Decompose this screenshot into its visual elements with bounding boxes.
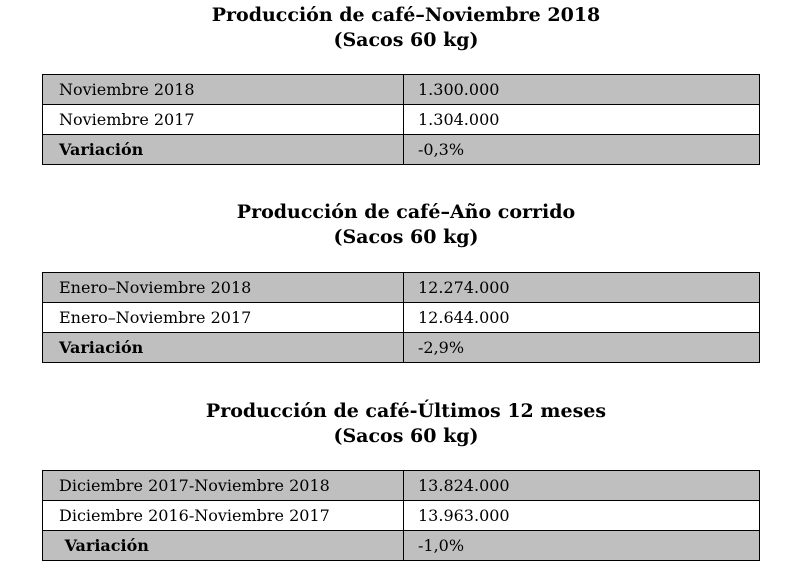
row-label: Diciembre 2017-Noviembre 2018 [43, 471, 404, 501]
section-title-line1: Producción de café–Noviembre 2018 [211, 4, 601, 26]
table-row-variation [43, 531, 760, 561]
section-title [0, 200, 796, 250]
section-title-line2: (Sacos 60 kg) [333, 425, 479, 447]
section-title-line2: (Sacos 60 kg) [333, 29, 479, 51]
row-value: 13.824.000 [404, 471, 760, 501]
table-row [43, 501, 760, 531]
section-noviembre [0, 0, 796, 175]
row-label: Enero–Noviembre 2018 [43, 273, 404, 303]
row-label: Noviembre 2017 [43, 105, 404, 135]
row-value: 13.963.000 [404, 501, 760, 531]
table-row [43, 303, 760, 333]
row-label: Diciembre 2016-Noviembre 2017 [43, 501, 404, 531]
row-value: 1.300.000 [404, 75, 760, 105]
production-table [42, 74, 760, 165]
table-row-variation [43, 135, 760, 165]
row-value: -1,0% [404, 531, 760, 561]
section-title-line2: (Sacos 60 kg) [333, 226, 479, 248]
row-label: Variación [43, 333, 404, 363]
table-row [43, 75, 760, 105]
row-label: Noviembre 2018 [43, 75, 404, 105]
row-label: Variación [43, 135, 404, 165]
section-title-line1: Producción de café-Últimos 12 meses [205, 400, 607, 422]
section-ano-corrido [0, 197, 796, 372]
row-value: 12.274.000 [404, 273, 760, 303]
row-value: -0,3% [404, 135, 760, 165]
row-label: Enero–Noviembre 2017 [43, 303, 404, 333]
table-row-variation [43, 333, 760, 363]
section-ultimos-12-meses [0, 396, 796, 581]
section-title-line1: Producción de café–Año corrido [236, 201, 576, 223]
table-row [43, 273, 760, 303]
production-table [42, 470, 760, 561]
row-value: -2,9% [404, 333, 760, 363]
table-row [43, 471, 760, 501]
row-value: 1.304.000 [404, 105, 760, 135]
row-value: 12.644.000 [404, 303, 760, 333]
production-table [42, 272, 760, 363]
table-row [43, 105, 760, 135]
section-title [0, 3, 796, 53]
row-label: Variación [43, 531, 404, 561]
section-title [0, 399, 796, 449]
